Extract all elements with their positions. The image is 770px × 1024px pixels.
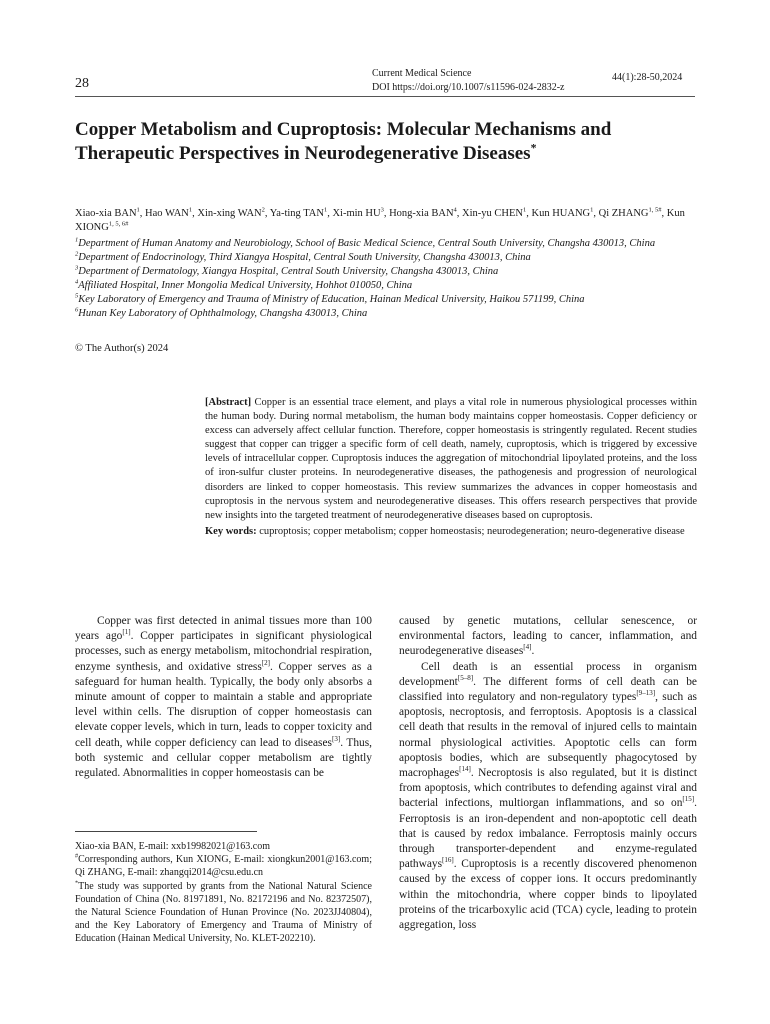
copyright-notice: © The Author(s) 2024 — [75, 343, 169, 354]
author-name: Xiao-xia BAN — [75, 208, 137, 219]
author-name: Ya-ting TAN — [269, 208, 324, 219]
affiliation-item: $^5$Key Laboratory of Emergency and Trauma of Ministry of Education, Hainan Medical University, Haikou 571199, China — [75, 292, 585, 305]
affiliation-item: $^1$Department of Human Anatomy and Neurobiology, School of Basic Medical Science, Central South University, Changsha 430013, China — [75, 236, 656, 249]
affiliation-list — [75, 237, 700, 321]
citation[interactable]: [15] — [682, 795, 695, 804]
header-divider — [75, 96, 695, 97]
abstract-text: Copper is an essential trace element, and plays a vital role in numerous physiological processes within the human body. During normal metabolism, the human body maintains copper homeostasis. Copper deficiency or excess can adversely affect cellular function. Therefore, copper homeostasis is stringently regulated. Recent studies suggest that copper can trigger a specific form of cell death, namely, cuproptosis, which is triggered by excessive levels of intracellular copper. Cuproptosis induces the aggregation of mitochondrial lipoylated proteins, and the loss of iron-sulfur cluster proteins. In neurodegenerative diseases, the pathogenesis and progression of neurological disorders are linked to copper homeostasis. This review summarizes the advances in copper homeostasis and cuproptosis in the nervous system and neurodegenerative diseases. This offers research perspectives that provide new insights into the targeted treatment of neurodegenerative diseases based on cuproptosis. — [205, 397, 697, 521]
author-name: Qi ZHANG — [598, 208, 649, 219]
journal-name: Current Medical Science — [372, 68, 472, 79]
author-name: Xin-yu CHEN — [462, 208, 524, 219]
abstract-block — [205, 396, 697, 539]
affiliation-item: $^3$Department of Dermatology, Xiangya Hospital, Central South University, Changsha 430013, China — [75, 264, 499, 277]
citation[interactable]: [14] — [459, 765, 471, 774]
author-affiliation-mark: 1 — [323, 206, 328, 214]
title-line-2: Therapeutic Perspectives in Neurodegenerative Diseases — [75, 143, 531, 164]
page-number: 28 — [75, 76, 89, 91]
title-line-1: Copper Metabolism and Cuproptosis: Molecular Mechanisms and — [75, 119, 612, 140]
author-affiliation-mark: 4 — [453, 206, 457, 214]
footnote-divider — [75, 831, 257, 832]
author-name: Xin-xing WAN — [197, 208, 262, 219]
footnote-corresponding: #Corresponding authors, Kun XIONG, E-mail: xiongkun2001@163.com; Qi ZHANG, E-mail: zhangqi2014@csu.edu.cn — [75, 852, 372, 879]
author-affiliation-mark: 3 — [380, 206, 384, 214]
footnote-email: Xiao-xia BAN, E-mail: xxb19982021@163.com — [75, 841, 271, 852]
affiliation-item: $^6$Hunan Key Laboratory of Ophthalmology, Changsha 430013, China — [75, 306, 368, 319]
abstract-label: [Abstract] — [205, 397, 252, 408]
author-name: Xi-min HU — [332, 208, 381, 219]
paper-title — [75, 118, 700, 166]
author-list: Xiao-xia BAN$^1$, Hao WAN$^1$, Xin-xing WAN$^2$, Ya-ting TAN$^1$, Xi-min $HU^3$, Hong-xia BAN$^4$, Xin-yu CHEN$^1$, Kun HUANG$^1$, Qi $ZHANG^{1, 5\#}$, Kun $XIONG^{1, 5, 6\#}$ — [75, 206, 685, 233]
volume-info: 44(1):28-50,2024 — [612, 72, 683, 83]
author-affiliation-mark: 1 — [590, 206, 594, 214]
citation[interactable]: [2] — [261, 658, 271, 667]
intro-paragraph-2: Cell death is an essential process in organism development[5–8]. The different forms of cell death can be classified into regulatory and non-regulatory types[9–13], such as apoptosis, necroptosis, and ferroptosis. Apoptosis is a classical cell death that results in the removal of injured cells to maintain normal physiological activities. Apoptotic cells can form apoptosis bodies, which are subsequently phagocytosed by macrophages[14]. Necroptosis is also regulated, but it is distinct from apoptosis, which contributes to defending against viral and bacterial infections, multiorgan inflammations, and so on[15]. Ferroptosis is an iron-dependent and non-apoptotic cell death that is caused by redox imbalance. Ferroptosis mainly occurs through transporter-dependent and enzyme-regulated pathways[16]. Cuproptosis is a recently discovered phenomenon caused by the excess of copper ions. It occurs predominantly within the mitochondria, where copper binds to lipoylated proteins of the tricarboxylic acid (TCA) cycle, leading to protein aggregation, loss — [399, 660, 697, 932]
body-column-right — [399, 614, 697, 933]
footnotes — [75, 840, 372, 946]
intro-paragraph-1: Copper was first detected in animal tissues more than 100 years ago[1]. Copper participates in significant physiological processes, such as energy metabolism, mitochondrial respiration, enzyme synthesis, and oxidative stress[2]. Copper serves as a safeguard for human health. Typically, the body only absorbs a minute amount of copper to maintain a stable and appropriate level within cells. The disruption of copper homeostasis can elevate copper levels, which in turn, leads to copper toxicity and cell death, while copper deficiency can lead to diseases[3]. Thus, both systemic and cellular copper metabolism are tightly regulated. Abnormalities in copper homeostasis can be — [75, 615, 373, 780]
keywords-text: cuproptosis; copper metabolism; copper homeostasis; neurodegeneration; neuro-degenerative disease — [259, 525, 685, 537]
intro-paragraph-1-cont: caused by genetic mutations, cellular senescence, or environmental factors, leading to cancer, inflammation, and neurodegenerative diseases[4]. — [399, 615, 697, 658]
author-name: Kun HUANG — [531, 208, 591, 219]
title-footnote-mark: * — [530, 141, 537, 155]
affiliation-item: $^2$Department of Endocrinology, Third Xiangya Hospital, Central South University, Changsha 430013, China — [75, 250, 531, 263]
author-name: Kun XIONG — [75, 208, 685, 233]
citation[interactable]: [16] — [442, 856, 454, 865]
affiliation-item: $^4$Affiliated Hospital, Inner Mongolia Medical University, Hohhot 010050, China — [75, 278, 413, 291]
citation[interactable]: [3] — [331, 734, 341, 743]
doi-link[interactable]: DOI https://doi.org/10.1007/s11596-024-2832-z — [372, 82, 565, 93]
body-column-left — [75, 614, 372, 781]
keywords — [205, 525, 697, 539]
footnote-funding: *The study was supported by grants from the National Natural Science Foundation of China (No. 81971891, No. 82172196 and No. 82372507), the Natural Science Foundation of Hunan Province (No. 2023JJ40804), and the Key Laboratory of Emergency and Trauma of Ministry of Education (Hainan Medical University, No. KLET-202210). — [75, 879, 372, 945]
keywords-label: Key words: — [205, 525, 257, 537]
author-affiliation-mark: 1, 5# — [648, 206, 662, 214]
author-affiliation-mark: 1 — [136, 206, 140, 214]
citation[interactable]: [5–8] — [457, 674, 474, 683]
journal-info — [372, 67, 565, 95]
author-affiliation-mark: 2 — [261, 206, 265, 214]
author-affiliation-mark: 1, 5, 6# — [108, 220, 129, 228]
author-name: Hao WAN — [145, 208, 189, 219]
author-name: Hong-xia BAN — [389, 208, 454, 219]
author-affiliation-mark: 1 — [523, 206, 527, 214]
citation[interactable]: [1] — [122, 628, 131, 637]
citation[interactable]: [4] — [523, 643, 532, 652]
citation[interactable]: [9–13] — [636, 689, 656, 698]
author-affiliation-mark: 1 — [188, 206, 193, 214]
